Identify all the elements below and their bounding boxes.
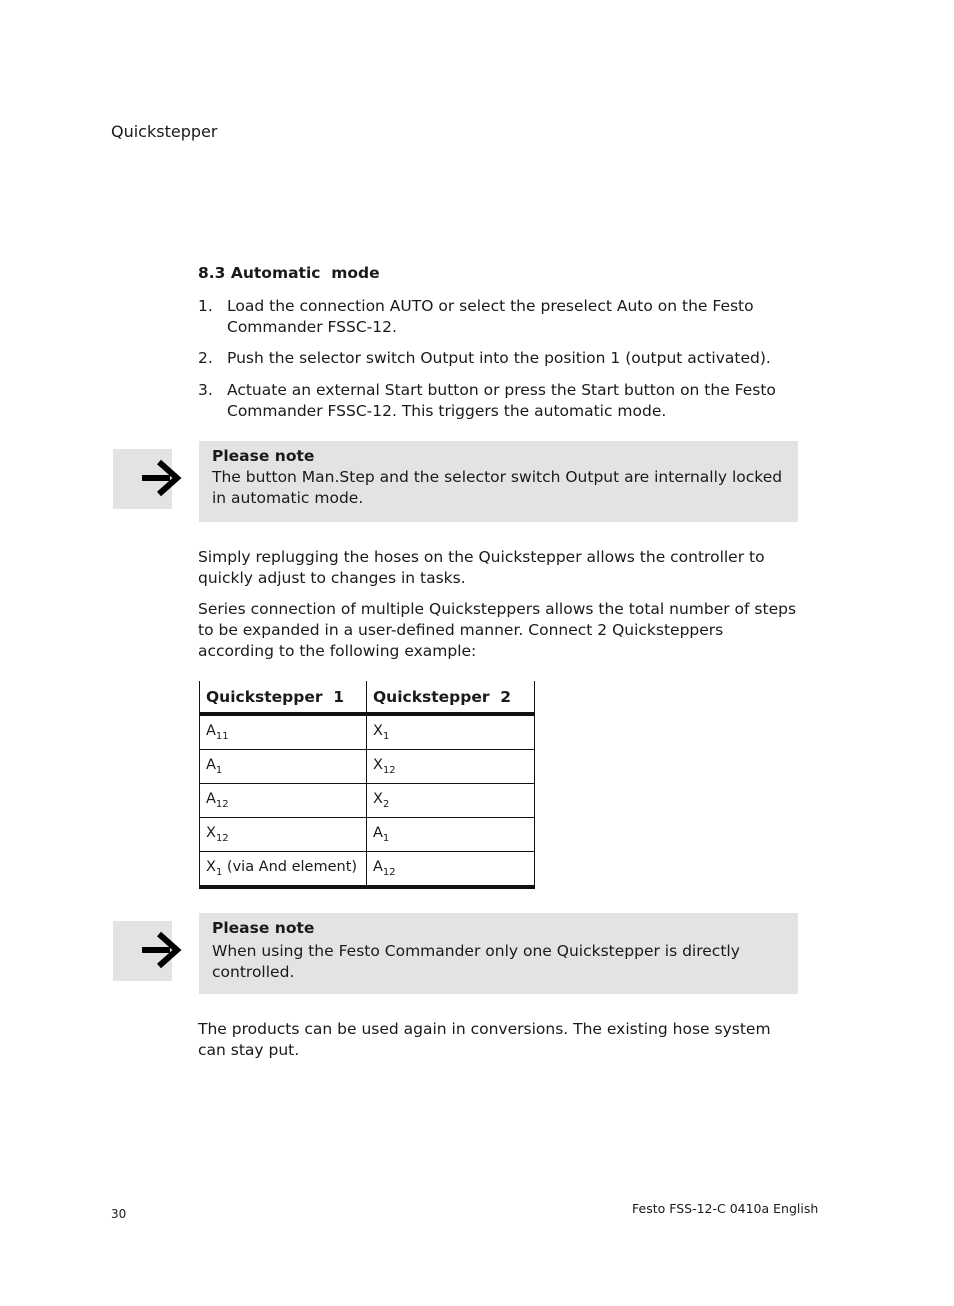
column-header: Quickstepper 2 bbox=[367, 681, 535, 714]
table-cell bbox=[200, 784, 367, 818]
list-number: 2. bbox=[198, 349, 213, 367]
cell-subscript: 12 bbox=[215, 799, 229, 810]
cell-label: X bbox=[206, 825, 216, 841]
list-item bbox=[198, 380, 798, 422]
note-title: Please note bbox=[212, 919, 315, 937]
table-cell bbox=[200, 750, 367, 784]
cell-subscript: 11 bbox=[215, 731, 229, 742]
cell-subscript: 1 bbox=[215, 867, 223, 878]
table-row bbox=[200, 818, 535, 852]
list-item bbox=[198, 348, 798, 369]
table-row bbox=[200, 714, 535, 750]
note-marker bbox=[113, 449, 172, 509]
list-text: Actuate an external Start button or press the Start button on the Festo Commander FSSC-12. This triggers the automatic mode. bbox=[227, 381, 776, 420]
cell-label: X bbox=[206, 859, 216, 875]
cell-label: A bbox=[206, 723, 216, 739]
cell-subscript: 1 bbox=[382, 833, 390, 844]
cell-label: X bbox=[373, 723, 383, 739]
note-box bbox=[199, 441, 798, 522]
table-cell bbox=[200, 852, 367, 888]
list-text: Load the connection AUTO or select the preselect Auto on the Festo Commander FSSC-12. bbox=[227, 297, 754, 336]
arrow-right-icon bbox=[139, 459, 185, 497]
list-text: Push the selector switch Output into the position 1 (output activated). bbox=[227, 349, 771, 367]
note-text: When using the Festo Commander only one Quickstepper is directly controlled. bbox=[212, 942, 740, 981]
table-cell bbox=[367, 818, 535, 852]
cell-subscript: 2 bbox=[382, 799, 390, 810]
table-cell bbox=[200, 818, 367, 852]
table-cell bbox=[367, 750, 535, 784]
list-number: 1. bbox=[198, 297, 213, 315]
page-number: 30 bbox=[111, 1207, 127, 1221]
connection-table bbox=[199, 681, 535, 889]
arrow-right-icon bbox=[139, 931, 185, 969]
column-header: Quickstepper 1 bbox=[200, 681, 367, 714]
cell-label: A bbox=[373, 859, 383, 875]
cell-label: X bbox=[373, 757, 383, 773]
table-cell bbox=[367, 784, 535, 818]
cell-label: A bbox=[373, 825, 383, 841]
table-row bbox=[200, 784, 535, 818]
table-cell bbox=[367, 852, 535, 888]
cell-label: A bbox=[206, 791, 216, 807]
note-title: Please note bbox=[212, 447, 315, 465]
paragraph: Simply replugging the hoses on the Quickstepper allows the controller to quickly adjust to changes in tasks. bbox=[198, 548, 765, 587]
paragraph: Series connection of multiple Quicksteppers allows the total number of steps to be expanded in a user-defined manner. Connect 2 Quicksteppers according to the following example: bbox=[198, 600, 797, 660]
document-reference: Festo FSS-12-C 0410a English bbox=[632, 1201, 819, 1216]
running-header: Quickstepper bbox=[111, 122, 218, 141]
table-row bbox=[200, 750, 535, 784]
cell-subscript: 12 bbox=[215, 833, 229, 844]
cell-subscript: 12 bbox=[382, 867, 396, 878]
cell-subscript: 1 bbox=[382, 731, 390, 742]
table-header-row bbox=[200, 681, 535, 714]
section-title: 8.3 Automatic mode bbox=[198, 264, 380, 282]
cell-label: A bbox=[206, 757, 216, 773]
list-number: 3. bbox=[198, 381, 213, 399]
list-item bbox=[198, 296, 798, 338]
note-text: The button Man.Step and the selector switch Output are internally locked in automatic mode. bbox=[212, 468, 783, 507]
table-cell bbox=[200, 714, 367, 750]
note-marker bbox=[113, 921, 172, 981]
cell-label: X bbox=[373, 791, 383, 807]
cell-suffix: (via And element) bbox=[222, 859, 358, 875]
cell-subscript: 12 bbox=[382, 765, 396, 776]
paragraph: The products can be used again in conversions. The existing hose system can stay put. bbox=[198, 1020, 771, 1059]
cell-subscript: 1 bbox=[215, 765, 223, 776]
table-cell bbox=[367, 714, 535, 750]
table-row bbox=[200, 852, 535, 888]
note-box bbox=[199, 913, 798, 994]
